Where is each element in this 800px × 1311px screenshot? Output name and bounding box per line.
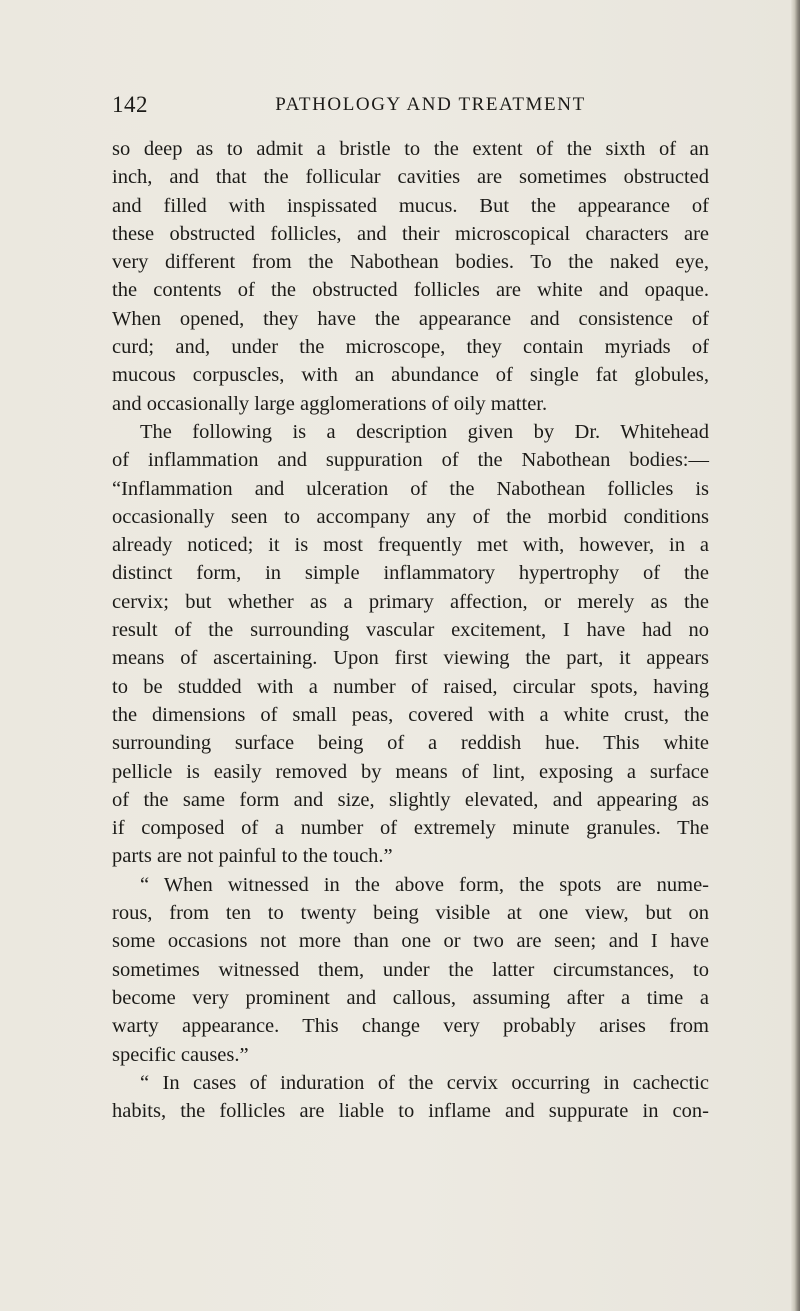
text-line: surrounding surface being of a reddish hue. This white	[112, 732, 709, 755]
text-line: specific causes.”	[112, 1043, 249, 1066]
text-line: “Inflammation and ulceration of the Nabothean follicles is	[112, 477, 709, 500]
page-header	[112, 92, 709, 122]
text-line: if composed of a number of extremely minute granules. The	[112, 817, 709, 840]
text-line: rous, from ten to twenty being visible at one view, but on	[112, 902, 709, 925]
text-line: occasionally seen to accompany any of the morbid conditions	[112, 505, 709, 528]
text-line: “ In cases of induration of the cervix occurring in cachectic	[140, 1071, 709, 1094]
text-line: of inflammation and suppuration of the Nabothean bodies:—	[112, 449, 709, 472]
text-line: very different from the Nabothean bodies. To the naked eye,	[112, 251, 709, 274]
text-line: result of the surrounding vascular excitement, I have had no	[112, 619, 709, 642]
text-line: so deep as to admit a bristle to the extent of the sixth of an	[112, 138, 709, 160]
text-line: mucous corpuscles, with an abundance of single fat globules,	[112, 364, 709, 387]
text-line: the contents of the obstructed follicles are white and opaque.	[112, 279, 709, 302]
text-line: become very prominent and callous, assuming after a time a	[112, 986, 709, 1009]
text-line: and filled with inspissated mucus. But the appearance of	[112, 194, 709, 217]
text-line: already noticed; it is most frequently met with, however, in a	[112, 534, 709, 557]
text-line: means of ascertaining. Upon first viewing the part, it appears	[112, 647, 709, 670]
text-line: the dimensions of small peas, covered with a white crust, the	[112, 703, 709, 726]
text-line: distinct form, in simple inflammatory hypertrophy of the	[112, 562, 709, 585]
text-line: warty appearance. This change very probably arises from	[112, 1015, 709, 1038]
page-edge-shadow	[791, 0, 800, 1311]
text-line: these obstructed follicles, and their microscopical characters are	[112, 222, 709, 245]
text-line: inch, and that the follicular cavities are sometimes obstructed	[112, 166, 709, 189]
text-line: some occasions not more than one or two are seen; and I have	[112, 930, 709, 953]
text-line: “ When witnessed in the above form, the spots are nume-	[140, 873, 709, 896]
page-number: 142	[112, 92, 148, 117]
text-line: sometimes witnessed them, under the latter circumstances, to	[112, 958, 709, 981]
text-line: of the same form and size, slightly elevated, and appearing as	[112, 788, 709, 811]
text-line: pellicle is easily removed by means of lint, exposing a surface	[112, 760, 709, 783]
text-line: When opened, they have the appearance and consistence of	[112, 307, 709, 330]
text-line: The following is a description given by Dr. Whitehead	[140, 420, 709, 443]
text-line: habits, the follicles are liable to inflame and suppurate in con-	[112, 1100, 709, 1123]
text-line: to be studded with a number of raised, circular spots, having	[112, 675, 709, 698]
text-line: curd; and, under the microscope, they contain myriads of	[112, 336, 709, 359]
text-line: cervix; but whether as a primary affection, or merely as the	[112, 590, 709, 613]
running-head: PATHOLOGY AND TREATMENT	[275, 94, 586, 115]
text-line: parts are not painful to the touch.”	[112, 845, 393, 868]
text-line: and occasionally large agglomerations of oily matter.	[112, 392, 548, 415]
body-text	[112, 135, 709, 1125]
